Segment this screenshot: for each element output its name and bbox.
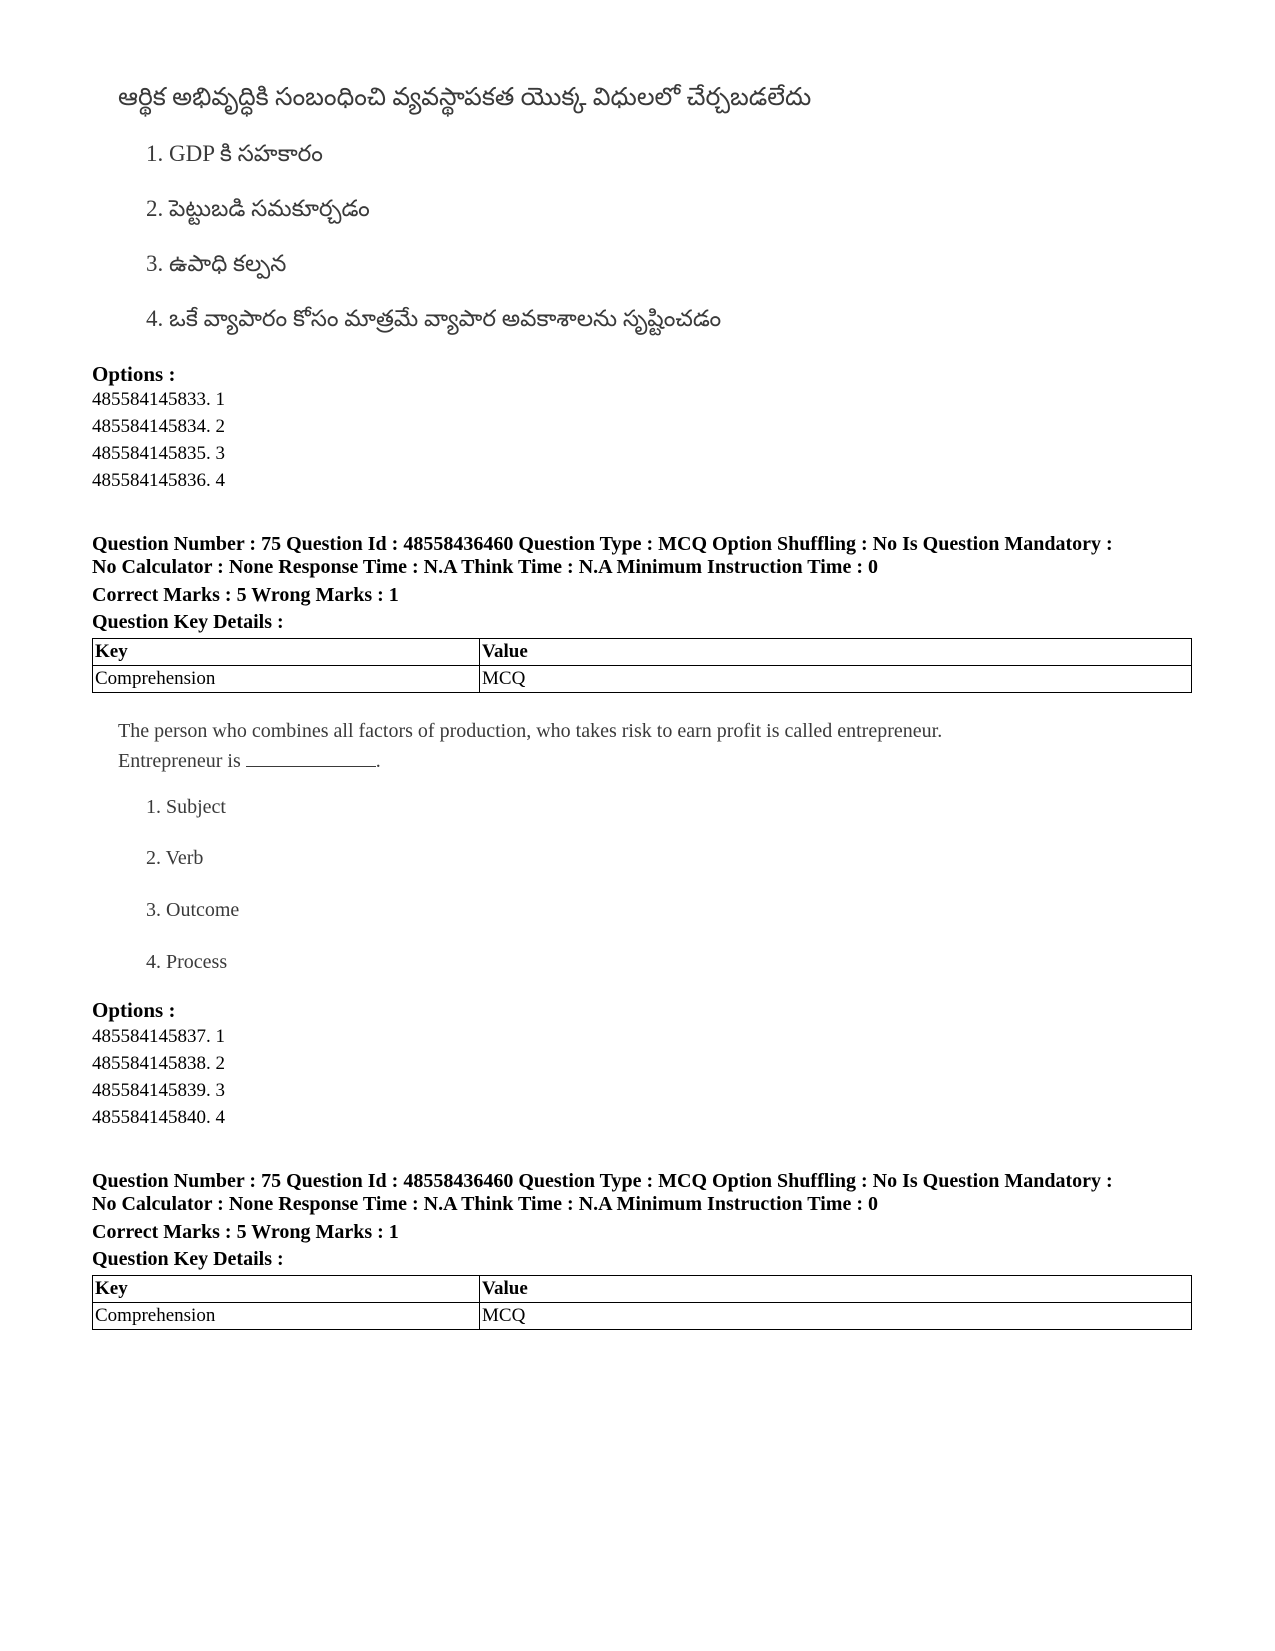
question-meta-line2: No Calculator : None Response Time : N.A Think Time : N.A Minimum Instruction Time : 0 — [92, 556, 878, 578]
option-id: 485584145838. 2 — [92, 1053, 225, 1074]
table-cell-value: MCQ — [480, 1303, 1192, 1330]
table-header-value: Value — [480, 1276, 1192, 1303]
question-meta-line1: Question Number : 75 Question Id : 48558436460 Question Type : MCQ Option Shuffling : No Is Question Mandatory : — [92, 533, 1113, 555]
option-id: 485584145835. 3 — [92, 443, 225, 464]
answer-blank — [246, 748, 376, 767]
option-id: 485584145837. 1 — [92, 1026, 225, 1047]
choice-item: 3. ఉపాధి కల్పన — [146, 251, 287, 276]
choice-item: 1. GDP కి సహకారం — [146, 141, 323, 166]
options-label: Options : — [92, 362, 176, 386]
option-id: 485584145836. 4 — [92, 470, 225, 491]
choice-item: 1. Subject — [146, 796, 226, 818]
option-id: 485584145840. 4 — [92, 1107, 225, 1128]
question-text-english — [118, 716, 1118, 776]
marks-line: Correct Marks : 5 Wrong Marks : 1 — [92, 584, 399, 606]
question-meta-line2: No Calculator : None Response Time : N.A Think Time : N.A Minimum Instruction Time : 0 — [92, 1193, 878, 1215]
option-id: 485584145834. 2 — [92, 416, 225, 437]
table-header-value: Value — [480, 639, 1192, 666]
table-header-row — [93, 1276, 1192, 1303]
question-line-1: The person who combines all factors of production, who takes risk to earn profit is called entrepreneur. — [118, 720, 943, 742]
key-details-table — [92, 1275, 1192, 1330]
option-id: 485584145833. 1 — [92, 389, 225, 410]
choice-item: 4. ఒకే వ్యాపారం కోసం మాత్రమే వ్యాపార అవకాశాలను సృష్టించడం — [146, 306, 722, 331]
question-line-2 — [118, 746, 1118, 776]
table-header-row — [93, 639, 1192, 666]
options-label: Options : — [92, 998, 176, 1022]
key-details-label: Question Key Details : — [92, 611, 284, 633]
table-header-key: Key — [93, 639, 480, 666]
question-text-telugu: ఆర్థిక అభివృద్ధికి సంబంధించి వ్యవస్థాపకత యొక్క విధులలో చేర్చబడలేదు — [118, 84, 812, 111]
choice-item: 4. Process — [146, 951, 228, 973]
table-header-key: Key — [93, 1276, 480, 1303]
key-details-table — [92, 638, 1192, 693]
choice-item: 2. Verb — [146, 847, 204, 869]
table-row — [93, 666, 1192, 693]
marks-line: Correct Marks : 5 Wrong Marks : 1 — [92, 1221, 399, 1243]
table-cell-key: Comprehension — [93, 666, 480, 693]
table-row — [93, 1303, 1192, 1330]
question-line-2-prefix: Entrepreneur is — [118, 750, 241, 772]
choice-item: 2. పెట్టుబడి సమకూర్చడం — [146, 196, 370, 221]
choice-item: 3. Outcome — [146, 899, 240, 921]
question-line-2-suffix: . — [375, 750, 381, 772]
question-meta-line1: Question Number : 75 Question Id : 48558436460 Question Type : MCQ Option Shuffling : No Is Question Mandatory : — [92, 1170, 1113, 1192]
option-id: 485584145839. 3 — [92, 1080, 225, 1101]
key-details-label: Question Key Details : — [92, 1248, 284, 1270]
table-cell-value: MCQ — [480, 666, 1192, 693]
table-cell-key: Comprehension — [93, 1303, 480, 1330]
